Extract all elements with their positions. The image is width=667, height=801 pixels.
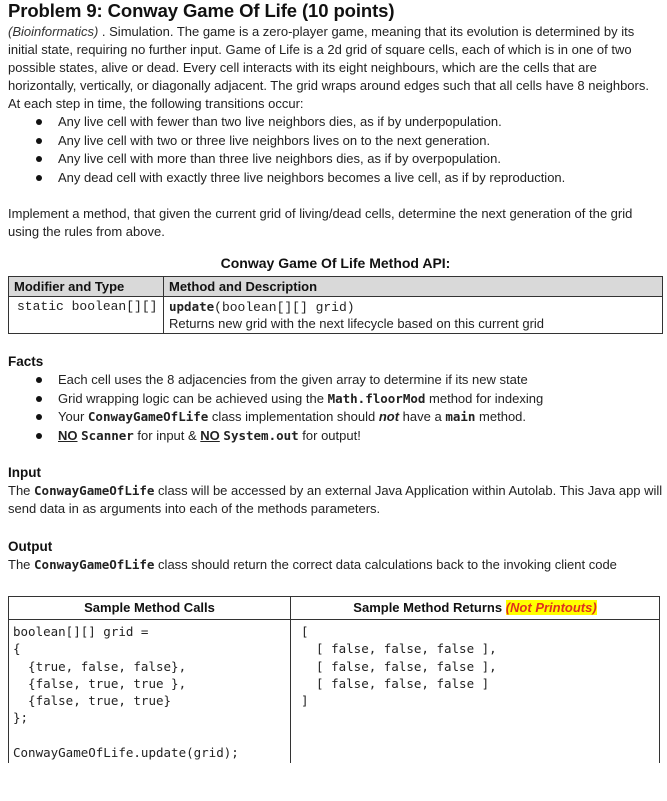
sample-header-returns — [291, 597, 660, 620]
rule-item: Any live cell with more than three live neighbors dies, as if by overpopulation. — [58, 150, 663, 169]
fact-code: main — [445, 409, 476, 424]
fact-code: ConwayGameOfLife — [87, 409, 209, 424]
intro-category: (Bioinformatics) — [8, 24, 99, 39]
output-text: class should return the correct data calculations back to the invoking client code — [154, 557, 617, 572]
api-title: Conway Game Of Life Method API: — [220, 255, 451, 271]
input-text: The — [8, 483, 35, 498]
api-modifier — [9, 297, 164, 334]
fact-code: System.out — [223, 427, 299, 443]
sample-row — [9, 620, 660, 764]
api-row — [9, 297, 663, 334]
fact-emphasis: not — [378, 409, 400, 424]
facts-list — [8, 371, 663, 445]
fact-item — [58, 408, 663, 427]
fact-text: method. — [475, 409, 527, 424]
fact-text: class implementation should — [208, 409, 379, 424]
intro-text: . Simulation. The game is a zero-player game, meaning that its evolution is determined by its initial state, requiring no further input. Game of Life is a 2d grid of square cells, each of which is in one of two possible states, alive or dead. Every cell interacts with its eight neighbours, which are the cells that are horizontally, vertically, or diagonally adjacent. The grid wraps around edges such that all cells have 8 neighbors. At each step in time, the following transitions occur: — [8, 24, 649, 111]
input-title: Input — [8, 465, 41, 480]
implement-paragraph: Implement a method, that given the current grid of living/dead cells, determine the next generation of the grid using the rules from above. — [8, 206, 633, 239]
facts-title: Facts — [8, 354, 44, 369]
input-text: class will be accessed by an external Java Application within Autolab. This Java app will send data in as arguments into each of the methods parameters. — [8, 483, 663, 516]
fact-item: Each cell uses the 8 adjacencies from the given array to determine if its new state — [58, 371, 663, 390]
problem-title: Problem 9: Conway Game Of Life (10 points) — [8, 0, 395, 21]
rule-item: Any dead cell with exactly three live neighbors becomes a live cell, as if by reproduction. — [58, 169, 663, 188]
input-code: ConwayGameOfLife — [34, 483, 155, 498]
sample-header-returns-text: Sample Method Returns — [353, 600, 503, 615]
fact-code: Scanner — [81, 427, 134, 443]
fact-text: for input & — [133, 427, 201, 443]
sample-returns-code: [ [ false, false, false ], [ false, false, false ], [ false, false, false ] ] — [301, 624, 497, 709]
fact-item — [58, 390, 663, 409]
fact-no: NO — [58, 427, 78, 443]
rule-item: Any live cell with two or three live neighbors lives on to the next generation. — [58, 132, 663, 151]
fact-text: have a — [399, 409, 446, 424]
rule-item: Any live cell with fewer than two live neighbors dies, as if by underpopulation. — [58, 113, 663, 132]
fact-text: method for indexing — [425, 390, 544, 406]
api-modifier-text: static boolean[][] — [17, 299, 158, 314]
api-table — [8, 276, 663, 334]
sample-header-row — [9, 597, 660, 620]
api-method-name: update — [169, 299, 215, 314]
rules-list — [8, 113, 663, 187]
output-text: The — [8, 557, 35, 572]
input-paragraph — [8, 482, 663, 518]
fact-text: Your — [58, 409, 88, 424]
intro-paragraph — [8, 23, 663, 113]
api-header-method: Method and Description — [164, 277, 663, 297]
sample-calls-code: boolean[][] grid = { {true, false, false}, {false, true, true }, {false, true, true} }; ConwayGameOfLife.update(grid); — [13, 624, 239, 761]
fact-text: for output! — [298, 427, 361, 443]
api-header-modifier: Modifier and Type — [9, 277, 164, 297]
fact-text: Grid wrapping logic can be achieved using the — [58, 390, 328, 406]
api-method-params: (boolean[][] grid) — [214, 300, 355, 315]
sample-header-calls: Sample Method Calls — [9, 597, 291, 620]
output-paragraph — [8, 556, 663, 574]
sample-calls-cell — [9, 620, 291, 764]
sample-returns-cell — [291, 620, 660, 764]
document — [8, 0, 663, 763]
api-method-description: Returns new grid with the next lifecycle based on this current grid — [169, 316, 545, 331]
sample-header-note: (Not Printouts) — [505, 600, 597, 615]
fact-code: Math.floorMod — [327, 390, 426, 406]
sample-table — [8, 596, 660, 763]
output-title: Output — [8, 539, 53, 554]
fact-item — [58, 427, 663, 446]
api-method-cell — [164, 297, 663, 334]
api-header-row — [9, 277, 663, 297]
fact-no: NO — [200, 427, 220, 443]
output-code: ConwayGameOfLife — [34, 557, 155, 572]
